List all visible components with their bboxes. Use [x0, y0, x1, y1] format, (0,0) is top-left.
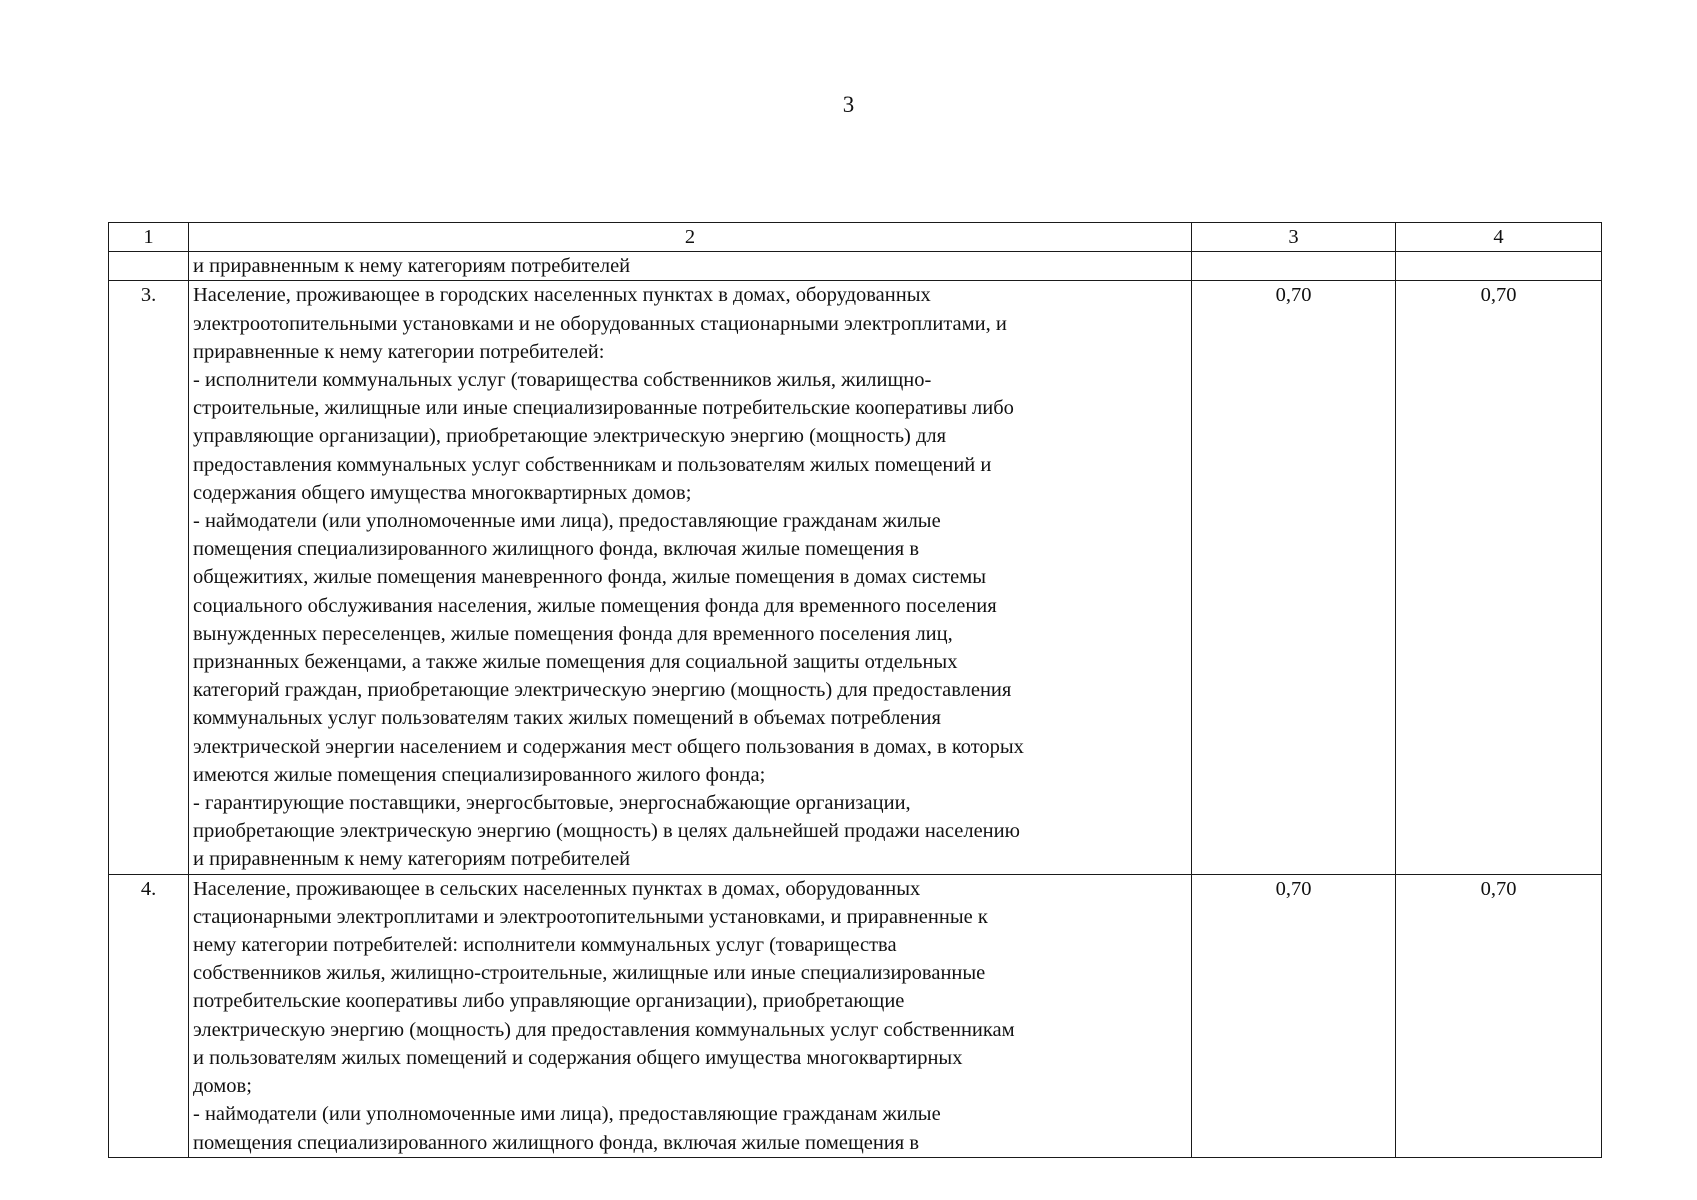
row-number — [109, 252, 189, 281]
row-description — [189, 874, 1192, 1157]
description-line: Население, проживающее в сельских населенных пунктах в домах, оборудованных — [193, 877, 921, 900]
description-line: и приравненным к нему категориям потребителей — [193, 255, 631, 278]
description-line: электроотопительными установками и не оборудованных стационарными электроплитами, и — [193, 312, 1007, 335]
description-line: строительные, жилищные или иные специализированные потребительские кооперативы либо — [193, 397, 1014, 420]
header-cell: 4 — [1396, 223, 1602, 252]
description-line: категорий граждан, приобретающие электрическую энергию (мощность) для предоставления — [193, 679, 1012, 702]
description-line: - исполнители коммунальных услуг (товарищества собственников жилья, жилищно- — [193, 369, 932, 392]
tariff-table — [108, 222, 1602, 1158]
description-line: стационарными электроплитами и электроотопительными установками, и приравненные к — [193, 905, 988, 928]
header-cell: 2 — [189, 223, 1192, 252]
description-line: нему категории потребителей: исполнители коммунальных услуг (товарищества — [193, 934, 897, 957]
description-line: потребительские кооперативы либо управляющие организации), приобретающие — [193, 990, 905, 1013]
description-line: и приравненным к нему категориям потребителей — [193, 848, 631, 871]
description-line: общежитиях, жилые помещения маневренного фонда, жилые помещения в домах системы — [193, 566, 986, 589]
row-value-col3 — [1192, 252, 1396, 281]
description-line: имеются жилые помещения специализированного жилого фонда; — [193, 763, 766, 786]
description-line: коммунальных услуг пользователям таких жилых помещений в объемах потребления — [193, 707, 941, 730]
table-row — [109, 874, 1602, 1157]
description-line: - гарантирующие поставщики, энергосбытовые, энергоснабжающие организации, — [193, 792, 911, 815]
header-cell: 3 — [1192, 223, 1396, 252]
description-line: помещения специализированного жилищного фонда, включая жилые помещения в — [193, 1131, 919, 1154]
header-cell: 1 — [109, 223, 189, 252]
row-description — [189, 252, 1192, 281]
description-line: приобретающие электрическую энергию (мощность) в целях дальнейшей продажи населению — [193, 820, 1020, 843]
table-row — [109, 252, 1602, 281]
description-line: электрическую энергию (мощность) для предоставления коммунальных услуг собственникам — [193, 1018, 1015, 1041]
description-line: социального обслуживания населения, жилые помещения фонда для временного поселения — [193, 594, 997, 617]
table-header-row — [109, 223, 1602, 252]
description-line: собственников жилья, жилищно-строительные, жилищные или иные специализированные — [193, 962, 986, 985]
description-line: содержания общего имущества многоквартирных домов; — [193, 481, 692, 504]
row-value-col3: 0,70 — [1192, 874, 1396, 1157]
description-line: приравненные к нему категории потребителей: — [193, 340, 605, 363]
description-line: - наймодатели (или уполномоченные ими лица), предоставляющие гражданам жилые — [193, 510, 941, 533]
row-value-col4: 0,70 — [1396, 874, 1602, 1157]
row-value-col4: 0,70 — [1396, 281, 1602, 874]
description-line: управляющие организации), приобретающие электрическую энергию (мощность) для — [193, 425, 947, 448]
description-line: электрической энергии населением и содержания мест общего пользования в домах, в которых — [193, 735, 1024, 758]
row-number: 4. — [109, 874, 189, 1157]
row-value-col3: 0,70 — [1192, 281, 1396, 874]
description-line: помещения специализированного жилищного фонда, включая жилые помещения в — [193, 538, 919, 561]
description-line: - наймодатели (или уполномоченные ими лица), предоставляющие гражданам жилые — [193, 1103, 941, 1126]
description-line: признанных беженцами, а также жилые помещения для социальной защиты отдельных — [193, 651, 958, 674]
description-line: предоставления коммунальных услуг собственникам и пользователям жилых помещений и — [193, 453, 992, 476]
row-number: 3. — [109, 281, 189, 874]
table-row — [109, 281, 1602, 874]
page-number: 3 — [842, 92, 855, 117]
row-description — [189, 281, 1192, 874]
description-line: домов; — [193, 1075, 252, 1098]
description-line: и пользователям жилых помещений и содержания общего имущества многоквартирных — [193, 1046, 963, 1069]
row-value-col4 — [1396, 252, 1602, 281]
description-line: вынужденных переселенцев, жилые помещения фонда для временного поселения лиц, — [193, 622, 953, 645]
description-line: Население, проживающее в городских населенных пунктах в домах, оборудованных — [193, 284, 931, 307]
